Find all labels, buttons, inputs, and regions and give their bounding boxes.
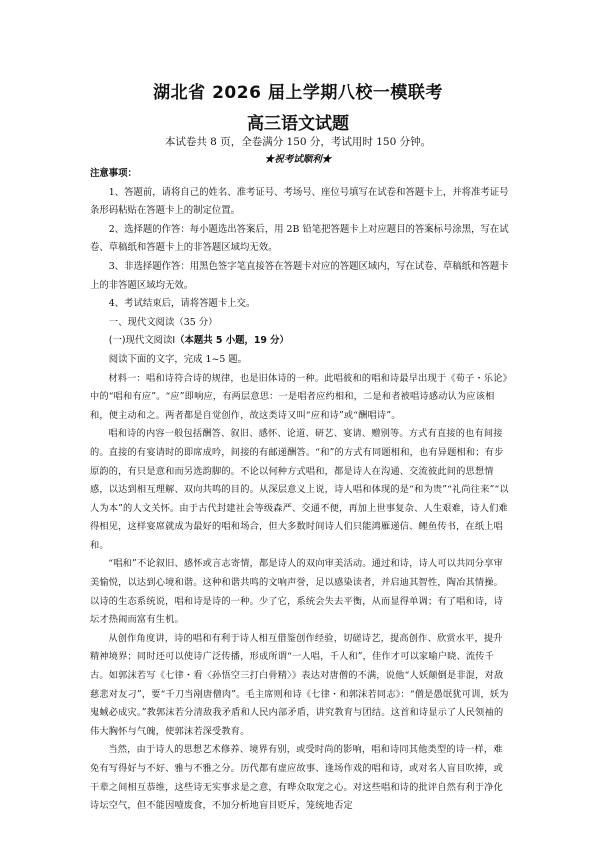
material-paragraph-2: 唱和诗的内容一般包括酬答、叙旧、感怀、论道、研艺、宴请、赠别等。方式有直接的也有间接的。直接的有宴请时的即席成吟，间接的有邮递酬答。“和”的方式有同题相和，也有异题相和；有步原韵的，有只是意和而另选韵脚的。不论以何种方式唱和，都是诗人在沟通、交流彼此间的思想情感，以达到相互理解、双向共鸣的目的。从深层意义上说，诗人唱和体现的是“和为贵”“礼尚往来”“以人为本”的人文关怀。由于古代封建社会等级森严、交通不便，再加上世事复杂、人生艰难，诗人们难得相见，这样宴席就成为最好的唱和场合，但大多数时间诗人们只能鸿雁递信、鲤鱼传书，在纸上唱和。 [90, 428, 509, 551]
note-item-3: 3、非选择题作答：用黑色签字笔直接答在答题卡对应的答题区域内，写在试卷、草稿纸和答题卡上的非答题区域均无效。 [90, 260, 509, 291]
material-paragraph-5: 当然，由于诗人的思想艺术修养、境界有别，或受时尚的影响，唱和诗同其他类型的诗一样，难免有写得好与不好、雅与不雅之分。历代都有虚应故事、逢场作戏的唱和诗，或对名人盲目吹捧，或干辈之间相互恭维，这些诗无实事求是之意，有哗众取宠之心。对这些唱和诗的批评自然有利于净化诗坛空气，但不能因噎废食，不加分析地盲目贬斥，笼统地否定 [90, 744, 504, 812]
subsection-heading [90, 332, 510, 351]
section-heading: 一、现代文阅读（35 分） [108, 316, 218, 328]
note-item-2: 2、选择题的作答：每小题选出答案后，用 2B 铅笔把答题卡上对应题目的答案标号涂黑，写在试卷、草稿纸和答题卡上的非答题区域均无效。 [90, 223, 509, 254]
reading-instruction: 阅读下面的文字，完成 1~5 题。 [108, 353, 248, 365]
notes-heading: 注意事项： [90, 168, 137, 179]
exam-title: 湖北省 2026 届上学期八校一模联考 [153, 83, 443, 103]
note-item-1: 1、答题前，请将自己的姓名、准考证号、考场号、座位号填写在试卷和答题卡上，并将准考证号条形码粘贴在答题卡上的制定位置。 [90, 186, 509, 217]
material-paragraph-4: 从创作角度讲，诗的唱和有利于诗人相互借鉴创作经验，切磋诗艺，提高创作、欣赏水平，提升精神境界；同时还可以使诗广泛传播，形成所谓“一人唱，千人和”，佳作才可以家喻户晓、流传千古。如郭沫若写《七律・看〈孙悟空三打白骨精〉》表达对唐僧的不满，说他“人妖颠倒是非混，对敌慈悲对友刁”，要“千刀当剐唐僧肉”。毛主席则和诗《七律・和郭沫若同志》：“僧是愚氓犹可训，妖为鬼蜮必成灾。”教郭沫若分清敌我矛盾和人民内部矛盾，讲究教育与团结。这首和诗显示了人民领袖的伟大胸怀与气魄，使郭沫若深受教育。 [90, 632, 509, 737]
note-item-4: 4、考试结束后，请将答题卡上交。 [108, 298, 256, 310]
subsection-score: （本题共 5 小题，19 分） [175, 335, 289, 347]
subsection-label: (一)现代文阅读Ⅰ [108, 335, 176, 347]
material-paragraph-3: “唱和”不论叙旧、感怀或言志寄情，都是诗人的双向审美活动。通过和诗，诗人可以共同分享审美愉悦，以达到心境和谐。这种和谐共鸣的文响声誉，足以感染读者，并启迪其智性，陶冶其情操。以诗的生态系统说，唱和诗是诗的一种。少了它，系统会失去平衡，从而显得单调；有了唱和诗，诗坛才热闹而富有生机。 [90, 558, 504, 626]
exam-motto: ★祝考试顺利★ [264, 154, 332, 165]
exam-meta: 本试卷共 8 页，全卷满分 150 分，考试用时 150 分钟。 [164, 136, 432, 148]
material-paragraph-1: 材料一：唱和诗符合诗的规律，也是旧体诗的一种。此唱彼和的唱和诗最早出现于《荀子・乐论》中的“唱和有应”。“应”即响应，有两层意思：一是唱者应约相和，二是和者被唱诗感动认为应该相和，便主动和之。两者都是自觉创作，故这类诗又叫“应和诗”或“酬唱诗”。 [90, 372, 508, 421]
exam-body [90, 165, 510, 816]
exam-subtitle: 高三语文试题 [247, 114, 349, 134]
